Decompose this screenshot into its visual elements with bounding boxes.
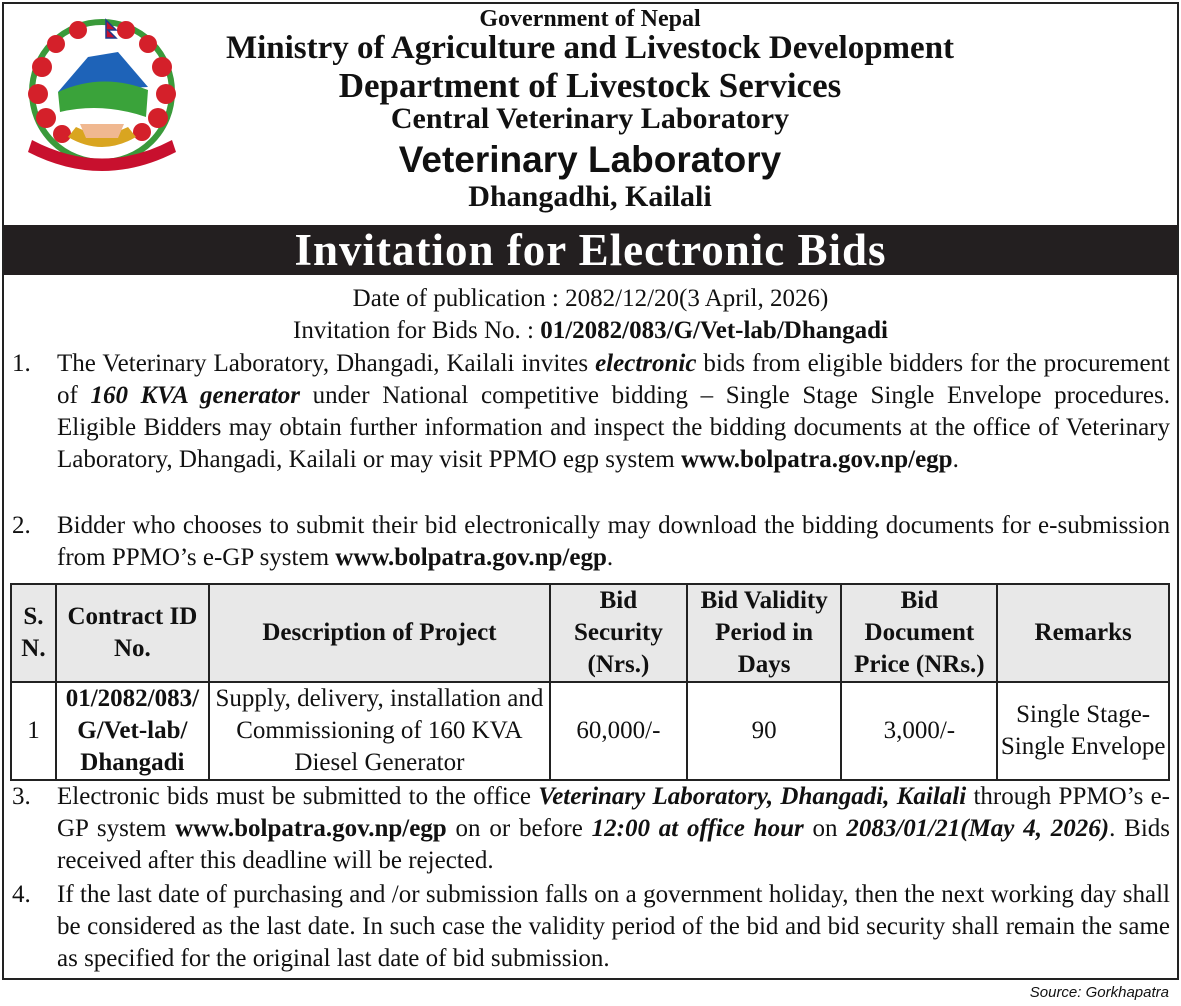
- publication-value: 2082/12/20(3 April, 2026): [565, 285, 829, 312]
- table-header-row: [11, 584, 1169, 682]
- para-number: 3.: [12, 783, 31, 810]
- ifb-number: [0, 315, 1181, 347]
- central-lab-line: Central Veterinary Laboratory: [390, 102, 790, 135]
- bid-table: [10, 583, 1170, 781]
- header-contract-id: Contract ID No.: [56, 584, 209, 682]
- para-text: Electronic bids must be submitted to the office: [57, 783, 539, 810]
- header-sn: S. N.: [11, 584, 56, 682]
- para-emphasis: 2083/01/21(May 4, 2026): [846, 815, 1110, 842]
- para-number: 4.: [12, 881, 31, 908]
- cell-bid-security: 60,000/-: [550, 682, 687, 780]
- header-bid-security: Bid Security (Nrs.): [550, 584, 687, 682]
- egp-link[interactable]: www.bolpatra.gov.np/egp: [175, 815, 447, 842]
- para-text: The Veterinary Laboratory, Dhangadi, Kailali invites: [57, 350, 596, 377]
- para-number: 2.: [12, 512, 31, 539]
- source-credit: Source: Gorkhapatra: [1029, 984, 1169, 1001]
- header-description: Description of Project: [209, 584, 550, 682]
- cell-remarks: Single Stage- Single Envelope: [997, 682, 1169, 780]
- para-text: .: [606, 544, 614, 571]
- para-emphasis: 12:00 at office hour: [591, 815, 804, 842]
- cell-doc-price: 3,000/-: [841, 682, 997, 780]
- cell-description: Supply, delivery, installation and Commissioning of 160 KVA Diesel Generator: [209, 682, 550, 780]
- header-doc-price: Bid Document Price (NRs.): [841, 584, 997, 682]
- cell-validity: 90: [687, 682, 842, 780]
- paragraph-3: [12, 781, 1170, 877]
- para-text: bids from eligible bidders for the procurement of: [57, 350, 1170, 409]
- office-line: Veterinary Laboratory: [398, 139, 782, 180]
- cell-contract-id: 01/2082/083/ G/Vet-lab/ Dhangadi: [56, 682, 209, 780]
- title-banner: Invitation for Electronic Bids: [4, 225, 1177, 275]
- header-validity: Bid Validity Period in Days: [687, 584, 842, 682]
- para-number: 1.: [12, 350, 31, 377]
- paragraph-4: [12, 879, 1170, 975]
- header-remarks: Remarks: [997, 584, 1169, 682]
- para-emphasis: 160 KVA generator: [90, 382, 301, 409]
- publication-label: Date of publication :: [352, 285, 566, 312]
- para-emphasis: Veterinary Laboratory, Dhangadi, Kailali: [538, 783, 967, 810]
- ministry-line: Ministry of Agriculture and Livestock Development: [225, 30, 955, 66]
- para-text: through PPMO’s e-GP system: [57, 783, 1171, 842]
- location-line: Dhangadhi, Kailali: [468, 180, 712, 213]
- para-text: .: [952, 446, 959, 473]
- government-line: Government of Nepal: [479, 6, 701, 32]
- para-text: on or before: [446, 815, 592, 842]
- ifb-label: Invitation for Bids No. :: [293, 317, 541, 344]
- egp-link[interactable]: www.bolpatra.gov.np/egp: [335, 544, 607, 571]
- para-text: on: [803, 815, 847, 842]
- department-line: Department of Livestock Services: [338, 66, 842, 105]
- cell-sn: 1: [11, 682, 56, 780]
- para-emphasis: electronic: [595, 350, 697, 377]
- para-text: . Bids received after this deadline will be rejected.: [57, 815, 1171, 874]
- table-row: [11, 682, 1169, 780]
- paragraph-1: [12, 348, 1170, 476]
- para-text: under National competitive bidding – Single Stage Single Envelope procedures. Eligible Bidders may obtain further information and inspect the bidding documents at the office of Veterinary Laboratory, Dhangadi, Kailali or may visit PPMO egp system: [57, 382, 1170, 473]
- para-text: Bidder who chooses to submit their bid electronically may download the bidding documents for e-submission from PPMO’s e-GP system: [57, 512, 1170, 571]
- paragraph-2: [12, 510, 1170, 574]
- para-text: If the last date of purchasing and /or submission falls on a government holiday, then the next working day shall be considered as the last date. In such case the validity period of the bid and bid security shall remain the same as specified for the original last date of bid submission.: [57, 881, 1170, 972]
- egp-link[interactable]: www.bolpatra.gov.np/egp: [680, 446, 953, 473]
- ifb-value: 01/2082/083/G/Vet-lab/Dhangadi: [540, 317, 888, 344]
- publication-date: [0, 283, 1181, 315]
